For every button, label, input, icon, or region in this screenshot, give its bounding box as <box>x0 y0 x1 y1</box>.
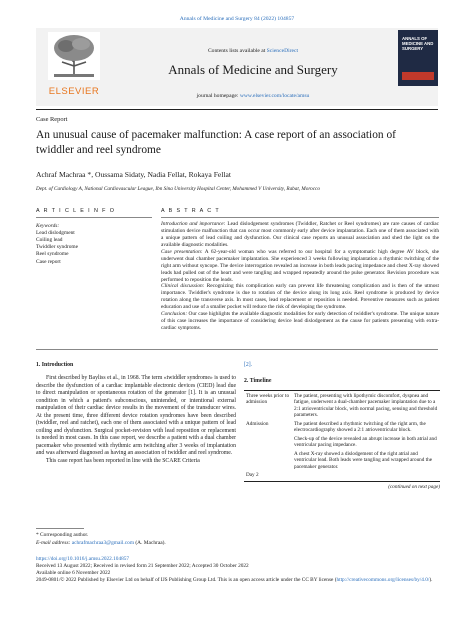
abstract-label: Introduction and importance: <box>161 221 226 227</box>
timeline-title: 2. Timeline <box>244 377 272 384</box>
abstract-paragraph <box>161 311 439 332</box>
received-dates: Received 13 August 2022; Received in revised form 21 September 2022; Accepted 30 October 2022 <box>36 562 249 569</box>
journal-title: Annals of Medicine and Surgery <box>168 62 338 77</box>
keywords-label: Keywords: <box>36 223 60 229</box>
article-info-heading: A R T I C L E I N F O <box>36 208 116 214</box>
timeline-what: The patient described a rhythmic twitching of the right arm, the electrocardiography showed a 2:1 atrioventricular block. <box>294 420 426 434</box>
abstract-paragraph <box>161 283 439 311</box>
timeline-when <box>244 450 292 472</box>
introduction-paragraph: This case report has been reported in line with the SCARE Criteria <box>46 457 200 464</box>
publication-info <box>36 556 438 584</box>
license-suffix: ). <box>429 576 433 583</box>
reference-link[interactable]: [2]. <box>244 362 253 368</box>
timeline-table <box>244 392 440 480</box>
sciencedirect-link[interactable]: ScienceDirect <box>266 48 299 54</box>
authors: Achraf Machraa *, Oussama Sidaty, Nadia Fellat, Rokaya Fellat <box>36 170 231 179</box>
cover-title: ANNALS OF MEDICINE AND SURGERY <box>402 36 434 52</box>
footnote-rule <box>36 528 84 529</box>
table-row <box>244 420 440 435</box>
available-online: Available online 6 November 2022 <box>36 569 111 576</box>
journal-cover[interactable] <box>398 30 438 86</box>
publisher-name: ELSEVIER <box>48 86 100 97</box>
timeline-what <box>292 471 440 480</box>
email-line <box>36 540 166 546</box>
keyword: Case report <box>36 258 61 265</box>
license-line <box>36 577 438 584</box>
header-rule <box>36 109 438 110</box>
abstract-text: Our case highlights the available diagnostic modalities for early detection of twiddler's syndrome. The unique nature of this case increases the importance of considering device lead dislodgement as the cause for patients presenting with extra-cardiac symptoms. <box>161 311 439 332</box>
abstract-end-rule <box>36 349 438 350</box>
tree-icon <box>48 32 100 80</box>
doi-link[interactable]: https://doi.org/10.1016/j.amsu.2022.104857 <box>36 556 130 562</box>
cover-band <box>402 72 434 80</box>
table-row <box>244 392 440 420</box>
timeline-table-wrap <box>244 390 440 482</box>
table-row <box>244 435 440 450</box>
introduction-title: 1. Introduction <box>36 362 74 368</box>
homepage-prefix: journal homepage: <box>196 93 240 99</box>
introduction-section <box>36 362 236 465</box>
timeline-when <box>244 435 292 450</box>
abstract-label: Case presentation: <box>161 248 203 255</box>
homepage-link[interactable]: www.elsevier.com/locate/amsu <box>239 93 310 99</box>
abstract-body <box>161 221 439 332</box>
table-row <box>244 450 440 472</box>
abstract-paragraph <box>161 249 439 284</box>
email-suffix: (A. Machraa). <box>134 540 166 546</box>
timeline-when: Admission <box>246 420 269 427</box>
article-info-rule <box>36 217 152 218</box>
keyword: Lead dislodgment <box>36 230 75 236</box>
abstract-label: Clinical discussion: <box>161 283 205 290</box>
timeline-when: Day 2 <box>246 472 259 479</box>
timeline-when: Three weeks prior to admission <box>246 392 290 406</box>
abstract-heading: A B S T R A C T <box>161 208 221 214</box>
abstract-text: Recognizing this complication early can prevent life threatening complication and is then of the utmost importance. Twiddler's syndrome is due to rotation of the device along its long axis. Reel syndrome is produced by device rotation along the transverse axis. In most cases, lead replacement or reposition is needed. Preventive measures such as patient education and use of a smaller pocket will reduce the risk of developing the syndrome. <box>161 283 439 311</box>
email-label: E-mail address: <box>36 540 72 546</box>
affiliation: Dept. of Cardiology A, National Cardiovascular League, Ibn Sina University Hospital Center, Mohammed V University, Rabat, Morocco <box>36 186 320 192</box>
keywords-list <box>36 230 78 266</box>
license-prefix: 2049-0801/© 2022 Published by Elsevier Ltd on behalf of IJS Publishing Group Ltd. This is an open access article under the CC BY license ( <box>36 576 337 583</box>
contents-prefix: Contents lists available at <box>207 48 267 54</box>
contents-line <box>112 48 394 54</box>
license-link[interactable]: http://creativecommons.org/licenses/by/4.0/ <box>336 576 430 583</box>
elsevier-logo[interactable] <box>36 30 112 102</box>
keyword: Twiddler syndrome <box>36 244 78 251</box>
introduction-paragraph: First described by Bayliss et al., in 1968. The term «twiddler syndrome» is used to describe the dysfunction of a cardiac implantable electronic devices (CIED) lead due to direct manipulation or spontaneous rotation of the generator [1]. It is an unusual condition in which a patient's subconscious, unintended, or intentional external manipulation of their cardiac device results in the movement of the transducer wires. At the present time, three different device rotation syndromes have been described (twiddler, reel and ratchet), each one of them associated with a unique pattern of lead coiling and dysfunction. Surgical pocket-revision with lead reposition or replacement is needed in most cases. In this case report, we describe a patient with a dual chamber pacemaker who presented with rhythmic arm twitching after 3 weeks of implantation and was afterward diagnosed as having an association of twiddler and reel syndrome. <box>36 375 236 457</box>
table-row <box>244 471 440 480</box>
article-title: An unusual cause of pacemaker malfunction: A case report of an association of twiddler and reel syndrome <box>36 129 396 157</box>
corresponding-note: * Corresponding author. <box>36 532 89 538</box>
keyword: Reel syndrome <box>36 251 69 258</box>
timeline-what: The patient, presenting with lipothymic discomfort, dyspnea and fatigue, underwent a dual-chamber pacemaker implantation due to a 2:1 atrioventricular block, with normal pacing, sensing and threshold parameters. <box>294 392 438 419</box>
homepage-line <box>112 93 394 99</box>
timeline-what: A chest X-ray showed a dislodgement of the right atrial and ventricular lead. Both leads were tangling and wrapped around the pacemaker generator. <box>294 450 432 470</box>
journal-reference[interactable]: Annals of Medicine and Surgery 84 (2022) 104857 <box>179 16 295 22</box>
abstract-text: Lead dislodgement syndromes (Twiddler, Ratchet or Reel syndromes) are rare causes of cardiac stimulation device malfunction that can occur most commonly early after device implantation. Each one of them associated with a unique pattern of lead coiling and dysfunction. Our clinical case reports an unusual association and shed the light on the available diagnostic modalities. <box>161 221 439 248</box>
email-link[interactable]: achrafmachraa3@gmail.com <box>71 540 135 546</box>
abstract-paragraph <box>161 221 439 249</box>
article-type: Case Report <box>36 116 68 123</box>
abstract-rule <box>161 217 439 218</box>
abstract-text: A 62-year-old woman who was referred to our hospital for a symptomatic high degree AV block, she underwent dual chamber pacemaker implantation. She experienced 3 weeks following implantation a rhythmic twitching of the right arm without syncope. The device interrogation revealed an increase in both leads pacing impedance and chest X-ray showed leads had pulled out of the heart and were tangling and wrapped repeatedly around the pulse generator. Revision procedure was performed to reposition the leads. <box>161 248 439 283</box>
keyword: Coiling lead <box>36 237 63 244</box>
abstract-label: Conclusion: <box>161 311 188 318</box>
continued-note: (continued on next page) <box>388 483 440 490</box>
timeline-what: Check-up of the device revealed an abrupt increase in both atrial and ventricular pacing impedance. <box>294 435 437 449</box>
timeline-section <box>244 362 440 490</box>
